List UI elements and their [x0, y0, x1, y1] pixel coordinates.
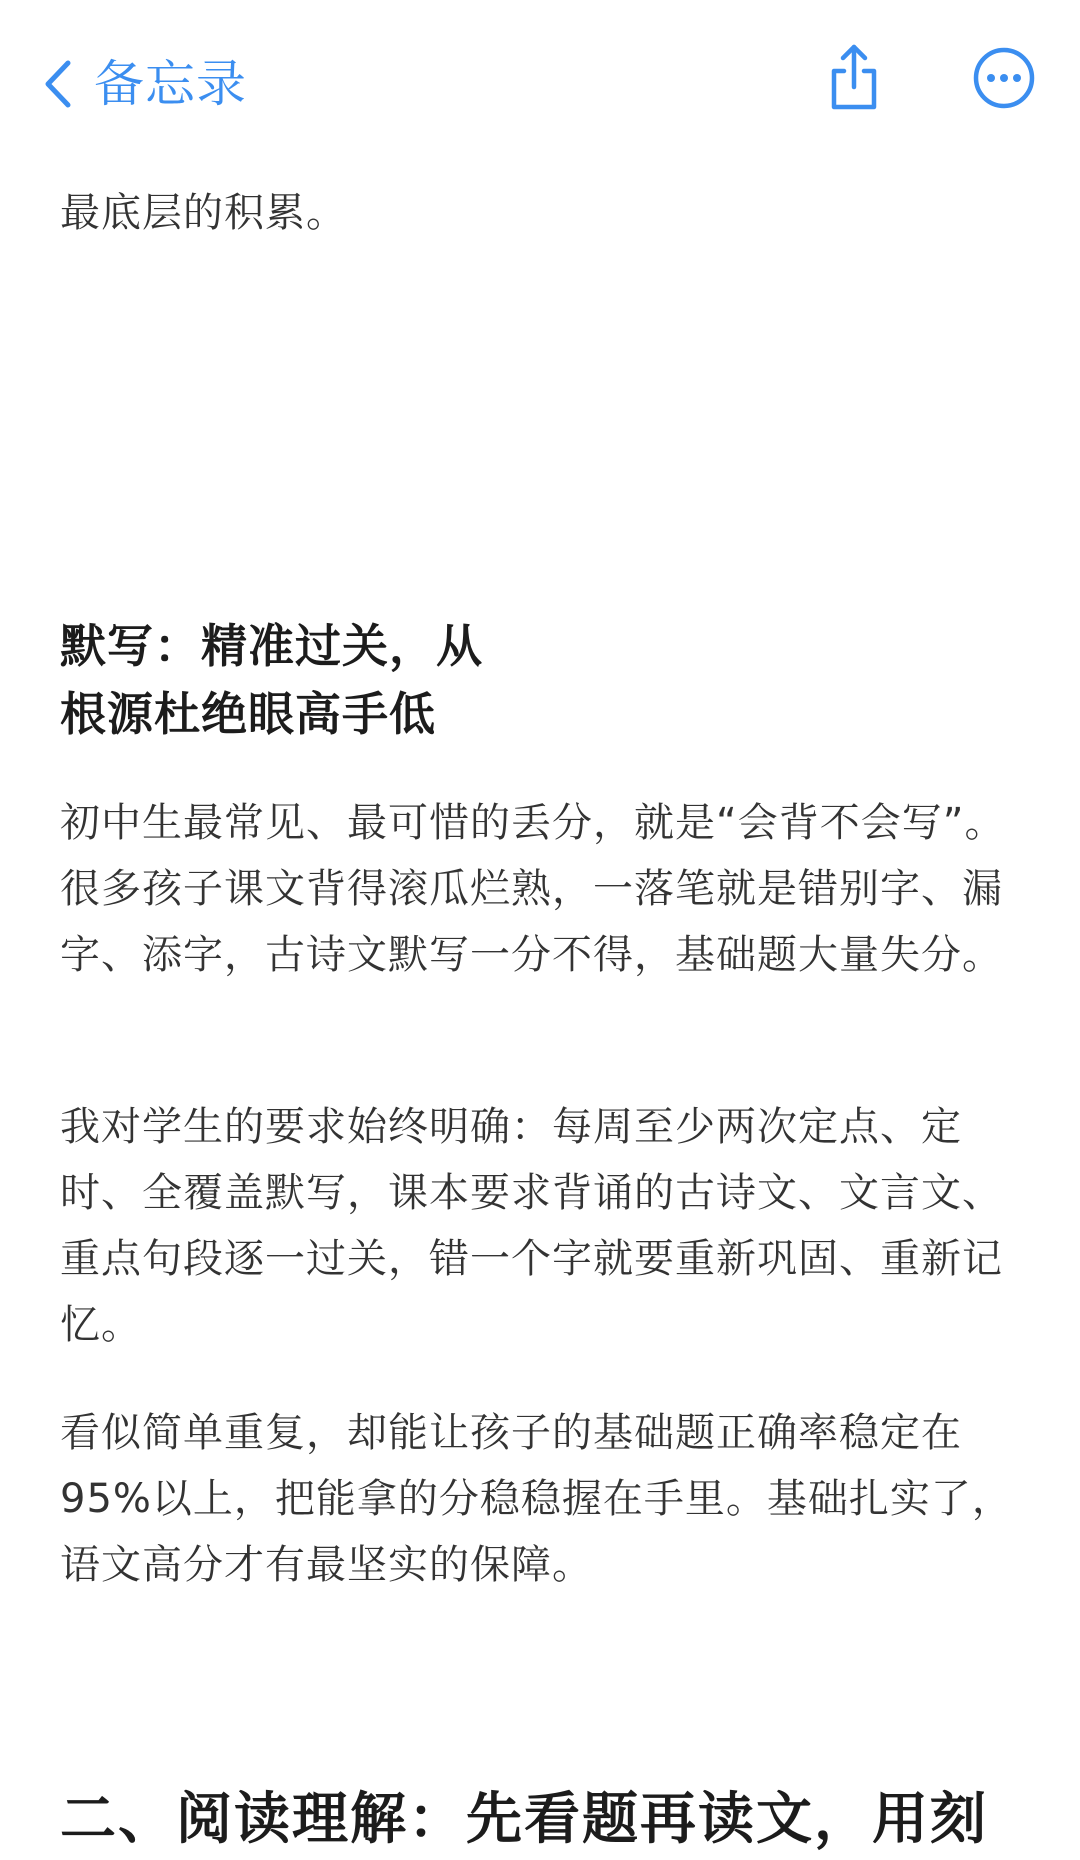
next-section-heading: 二、阅读理解：先看题再读文，用刻	[60, 1787, 988, 1852]
section-heading	[60, 612, 1020, 748]
paragraph-1: 初中生最常见、最可惜的丢分，就是“会背不会写”。很多孩子课文背得滚瓜烂熟，一落笔就是错别字、漏字、添字，古诗文默写一分不得，基础题大量失分。	[60, 800, 1006, 978]
back-label: 备忘录	[94, 55, 247, 113]
paragraph-3: 看似简单重复，却能让孩子的基础题正确率稳定在95%以上，把能拿的分稳稳握在手里。基础扎实了，语文高分才有最坚实的保障。	[60, 1410, 1013, 1588]
share-icon	[826, 43, 882, 117]
paragraph-2: 我对学生的要求始终明确：每周至少两次定点、定时、全覆盖默写，课本要求背诵的古诗文、文言文、重点句段逐一过关，错一个字就要重新巩固、重新记忆。	[60, 1104, 1003, 1348]
intro-text: 最底层的积累。	[60, 190, 347, 236]
chevron-left-icon	[44, 59, 72, 109]
section-heading-line2: 根源杜绝眼高手低	[60, 687, 436, 741]
more-icon	[972, 46, 1036, 114]
more-button[interactable]	[964, 40, 1044, 120]
share-button[interactable]	[814, 40, 894, 120]
navigation-bar	[0, 0, 1080, 170]
section-heading-line1: 默写：精准过关，从	[60, 619, 483, 673]
back-button[interactable]	[44, 48, 247, 120]
